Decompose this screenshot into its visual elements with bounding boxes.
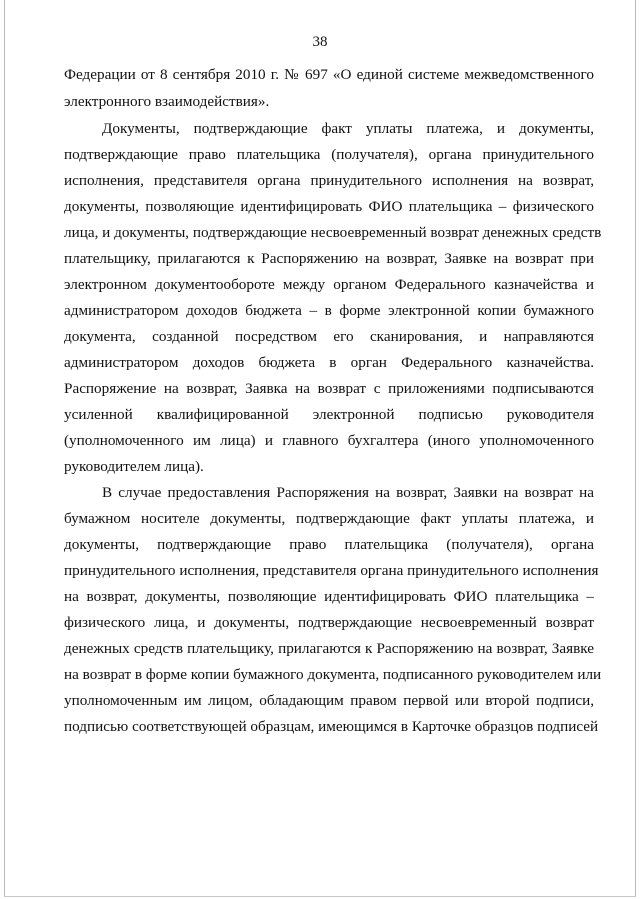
text-line: исполнения, представителя органа принудительного исполнения на возврат, <box>64 172 594 189</box>
text-line: Документы, подтверждающие факт уплаты платежа, и документы, <box>102 120 594 137</box>
text-line: Распоряжение на возврат, Заявка на возврат с приложениями подписываются <box>64 380 594 397</box>
text-line: плательщику, прилагаются к Распоряжению на возврат, Заявке на возврат при <box>64 250 594 267</box>
text-line: физического лица, и документы, подтверждающие несвоевременный возврат <box>64 614 594 631</box>
text-line: подтверждающие право плательщика (получателя), органа принудительного <box>64 146 594 163</box>
text-line: электронном документообороте между органом Федерального казначейства и <box>64 276 594 293</box>
text-line: подписью соответствующей образцам, имеющимся в Карточке образцов подписей <box>64 718 599 735</box>
text-line: В случае предоставления Распоряжения на возврат, Заявки на возврат на <box>102 484 594 501</box>
text-line: на возврат в форме копии бумажного документа, подписанного руководителем или <box>64 666 602 683</box>
text-line: электронного взаимодействия». <box>64 93 270 110</box>
text-line: уполномоченным им лицом, обладающим правом первой или второй подписи, <box>64 692 594 709</box>
text-line: администратором доходов бюджета – в форме электронной копии бумажного <box>64 302 594 319</box>
page-number: 38 <box>312 34 328 50</box>
text-line: документа, созданной посредством его сканирования, и направляются <box>64 328 594 345</box>
text-line: (уполномоченного им лица) и главного бухгалтера (иного уполномоченного <box>64 432 594 449</box>
text-line: Федерации от 8 сентября 2010 г. № 697 «О единой системе межведомственного <box>64 66 594 83</box>
text-line: руководителем лица). <box>64 458 204 475</box>
text-line: лица, и документы, подтверждающие несвоевременный возврат денежных средств <box>64 224 602 241</box>
text-line: администратором доходов бюджета в орган Федерального казначейства. <box>64 354 594 371</box>
text-line: бумажном носителе документы, подтверждающие факт уплаты платежа, и <box>64 510 594 527</box>
text-line: документы, подтверждающие право плательщика (получателя), органа <box>64 536 594 553</box>
text-line: на возврат, документы, позволяющие идентифицировать ФИО плательщика – <box>64 588 594 605</box>
text-line: денежных средств плательщику, прилагаются к Распоряжению на возврат, Заявке <box>64 640 594 657</box>
text-line: усиленной квалифицированной электронной подписью руководителя <box>64 406 594 423</box>
text-line: принудительного исполнения, представителя органа принудительного исполнения <box>64 562 599 579</box>
text-line: документы, позволяющие идентифицировать ФИО плательщика – физического <box>64 198 594 215</box>
